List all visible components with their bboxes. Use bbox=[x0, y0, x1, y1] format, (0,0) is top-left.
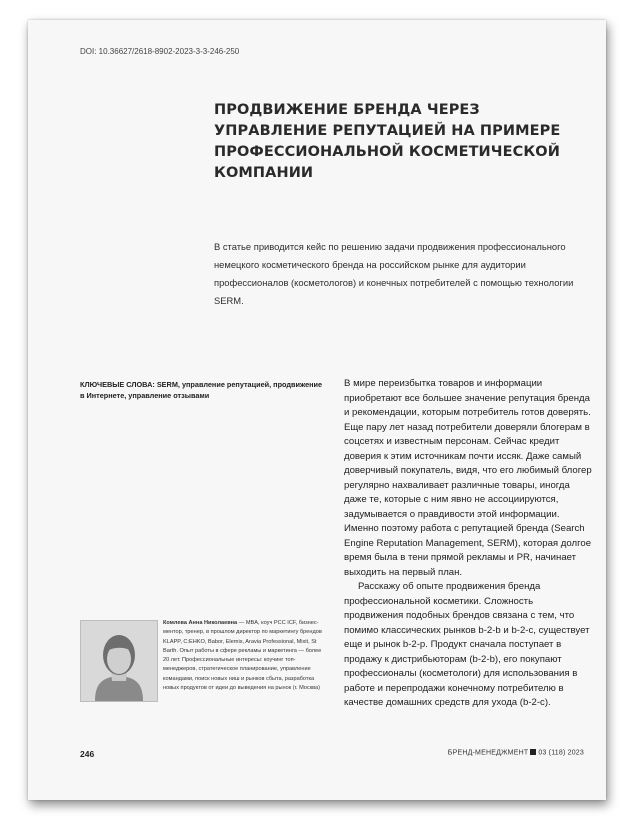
body-paragraph: В мире переизбытка товаров и информации приобретают все большее значение репутация бренда и рекомендации, которым потребитель готов доверять. Еще пару лет назад потребители доверяли блогерам в соцсетях и известным персонам. Сейчас кредит доверия к этим источникам почти иссяк. Даже самый доверчивый покупатель, видя, что его любимый блогер регулярно нахваливает различные товары, иногда даже те, которые с ним явно не ассоциируются, задумывается о правдивости этой информации. Именно поэтому работа с репутацией бренда (Search Engine Reputation Management, SERM), которая долгое время была в тени прямой рекламы и PR, начинает выходить на первый план. bbox=[344, 378, 592, 578]
keywords: КЛЮЧЕВЫЕ СЛОВА: SERM, управление репутацией, продвижение в Интернете, управление отзывами bbox=[80, 380, 323, 400]
page-number: 246 bbox=[80, 749, 95, 759]
author-bio: — MBA, коуч PCC ICF, бизнес-ментор, тренер, в прошлом директор по маркетингу брендов KLAPP, C:EHKO, Babor, Elemis, Aravia Professional, Mixit, St Barth. Опыт работы в сфере рекламы и маркетинга — более 20 лет. Профессиональные интересы: коучинг топ-менеджеров, стратегическое планирование, управление командами, поиск новых ниш и рынков сбыта, разработка новых продуктов от идеи до выведения на рынок (г. Москва) bbox=[163, 620, 322, 692]
issue-number: 03 (118) 2023 bbox=[538, 749, 584, 757]
journal-name: БРЕНД-МЕНЕДЖМЕНТ bbox=[447, 749, 529, 757]
doi: DOI: 10.36627/2618-8902-2023-3-3-246-250 bbox=[80, 47, 240, 56]
abstract: В статье приводится кейс по решению задачи продвижения профессионального немецкого косметического бренда на российском рынке для аудитории профессионалов (косметологов) и конечных потребителей с помощью технологии SERM. bbox=[214, 241, 574, 306]
author-name: Комлева Анна Николаевна bbox=[163, 620, 238, 626]
running-footer bbox=[448, 749, 584, 757]
author-info bbox=[163, 619, 327, 693]
article-body bbox=[344, 377, 592, 711]
journal-page bbox=[28, 20, 606, 800]
article-title: ПРОДВИЖЕНИЕ БРЕНДА ЧЕРЕЗ УПРАВЛЕНИЕ РЕПУТАЦИЕЙ НА ПРИМЕРЕ ПРОФЕССИОНАЛЬНОЙ КОСМЕТИЧЕСКОЙ КОМПАНИИ bbox=[214, 102, 561, 181]
square-separator-icon bbox=[530, 749, 536, 755]
author-portrait-icon bbox=[81, 621, 157, 701]
body-paragraph: Расскажу об опыте продвижения бренда профессиональной косметики. Сложность продвижения подобных брендов связана с тем, что помимо классических рынков b-2-b и b-2-c, существует еще и рынок b-2-p. Продукт сначала поступает в продажу к дистрибьюторам (b-2-b), его покупают профессионалы (косметологи) для использования в работе и перепродажи конечному потребителю в качестве домашних средств для ухода (b-2-c). bbox=[344, 581, 590, 708]
author-photo bbox=[80, 620, 158, 702]
